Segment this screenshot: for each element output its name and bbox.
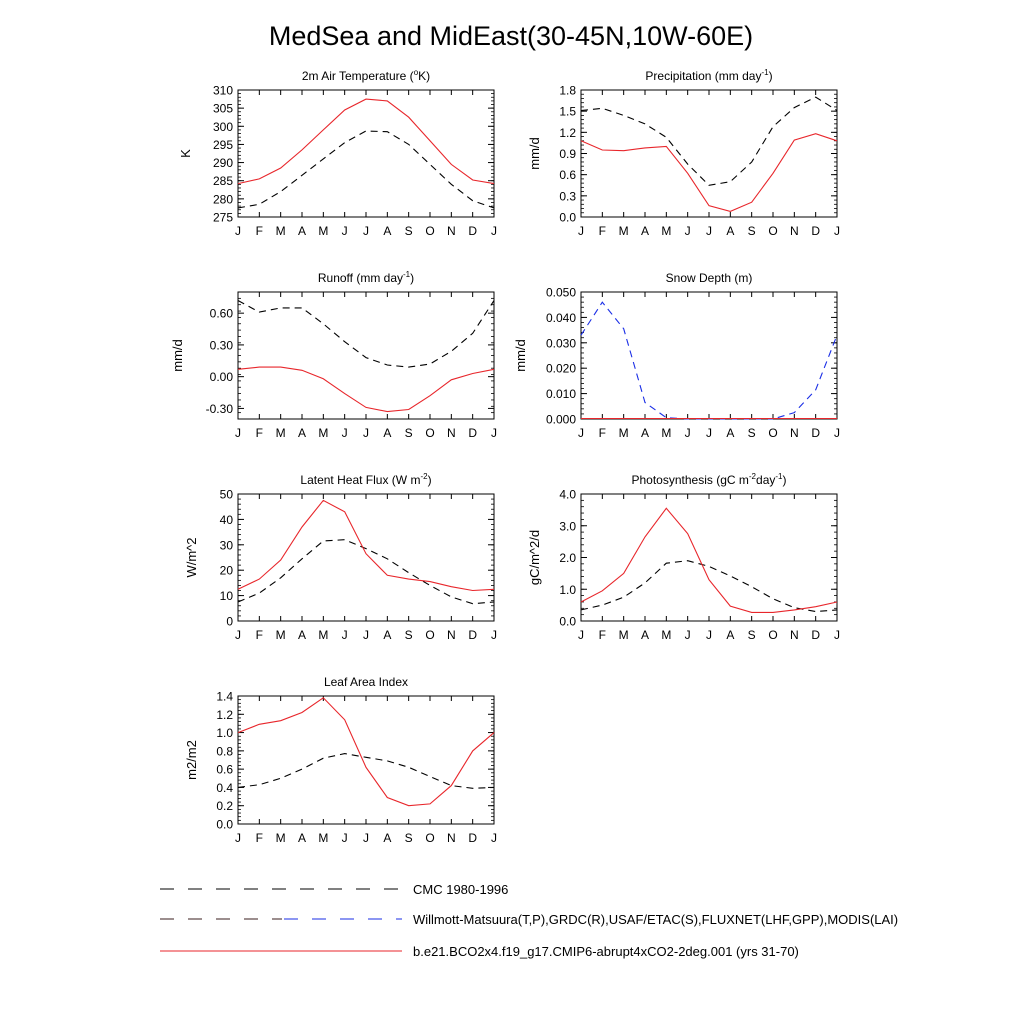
y-tick-label: 0.60 bbox=[209, 306, 233, 321]
y-tick-label: 280 bbox=[212, 192, 233, 207]
x-tick-label: D bbox=[468, 831, 478, 845]
x-tick-label: J bbox=[363, 224, 369, 238]
x-tick-label: J bbox=[684, 426, 691, 440]
x-tick-label: M bbox=[275, 224, 286, 238]
x-tick-label: A bbox=[726, 224, 735, 238]
x-tick-label: D bbox=[811, 426, 821, 440]
x-tick-label: O bbox=[768, 628, 778, 642]
y-tick-label: 0 bbox=[226, 614, 233, 629]
chart-panels bbox=[170, 68, 840, 845]
y-tick-label: 295 bbox=[212, 137, 233, 152]
x-tick-label: J bbox=[491, 426, 497, 440]
x-tick-label: J bbox=[235, 831, 241, 845]
x-tick-label: A bbox=[383, 628, 392, 642]
x-tick-label: A bbox=[297, 426, 307, 440]
plot-frame bbox=[581, 494, 837, 621]
y-tick-label: 0.0 bbox=[559, 210, 576, 225]
y-tick-label: 20 bbox=[219, 563, 233, 578]
x-tick-label: J bbox=[235, 224, 241, 238]
x-tick-label: J bbox=[363, 628, 369, 642]
x-tick-label: N bbox=[789, 628, 799, 642]
panel-title: 2m Air Temperature ($^o$K) bbox=[301, 68, 431, 83]
series-line-model bbox=[238, 500, 494, 590]
panel-title: Snow Depth (m) bbox=[665, 271, 753, 285]
x-tick-label: J bbox=[363, 831, 369, 845]
series-line-cmc bbox=[238, 131, 494, 208]
legend-entry-cmc bbox=[160, 882, 508, 897]
y-tick-label: 0.0 bbox=[559, 614, 576, 629]
y-tick-label: 310 bbox=[212, 83, 233, 98]
series-line-cmc bbox=[581, 97, 837, 185]
x-tick-label: D bbox=[468, 224, 478, 238]
plot-frame bbox=[238, 696, 494, 824]
x-tick-label: F bbox=[598, 224, 607, 238]
y-axis-label: mm/d bbox=[170, 339, 185, 372]
y-tick-label: 0.2 bbox=[216, 799, 233, 814]
y-tick-label: 1.4 bbox=[216, 689, 233, 704]
plot-frame bbox=[581, 90, 837, 217]
x-tick-label: J bbox=[341, 224, 348, 238]
y-tick-label: 4.0 bbox=[559, 487, 576, 502]
plot-frame bbox=[238, 494, 494, 621]
x-tick-label: F bbox=[255, 426, 264, 440]
y-tick-label: 0.050 bbox=[545, 285, 576, 300]
series-line-cmc bbox=[581, 561, 837, 612]
y-tick-label: 1.0 bbox=[559, 582, 576, 597]
x-tick-label: J bbox=[578, 426, 584, 440]
x-tick-label: M bbox=[661, 426, 672, 440]
x-tick-label: A bbox=[726, 426, 735, 440]
y-tick-label: 1.5 bbox=[559, 104, 576, 119]
x-tick-label: A bbox=[383, 831, 392, 845]
x-tick-label: S bbox=[747, 224, 756, 238]
x-tick-label: M bbox=[275, 628, 286, 642]
legend bbox=[160, 882, 898, 959]
y-tick-label: 300 bbox=[212, 119, 233, 134]
x-tick-label: F bbox=[255, 831, 264, 845]
x-tick-label: J bbox=[834, 224, 840, 238]
x-tick-label: F bbox=[255, 224, 264, 238]
x-tick-label: A bbox=[640, 426, 650, 440]
y-tick-label: 0.000 bbox=[545, 412, 576, 427]
x-tick-label: A bbox=[297, 831, 307, 845]
panel-snow bbox=[513, 271, 840, 440]
x-tick-label: D bbox=[468, 426, 478, 440]
series-line-model bbox=[238, 367, 494, 412]
legend-label: Willmott-Matsuura(T,P),GRDC(R),USAF/ETAC(S),FLUXNET(LHF,GPP),MODIS(LAI) bbox=[413, 912, 899, 927]
x-tick-label: J bbox=[684, 628, 691, 642]
legend-entry-model bbox=[160, 944, 799, 959]
y-tick-label: 10 bbox=[219, 589, 233, 604]
y-tick-label: 1.2 bbox=[559, 125, 576, 140]
x-tick-label: A bbox=[726, 628, 735, 642]
x-tick-label: S bbox=[404, 224, 413, 238]
x-tick-label: J bbox=[491, 628, 497, 642]
series-line-snow_obs bbox=[581, 302, 837, 419]
x-tick-label: M bbox=[318, 831, 329, 845]
y-tick-label: 0.0 bbox=[216, 817, 233, 832]
y-tick-label: 3.0 bbox=[559, 519, 576, 534]
panel-title: Leaf Area Index bbox=[323, 675, 409, 689]
x-tick-label: J bbox=[491, 224, 497, 238]
y-tick-label: 0.010 bbox=[545, 387, 576, 402]
y-axis-label: m2/m2 bbox=[184, 740, 199, 780]
x-tick-label: J bbox=[363, 426, 369, 440]
x-tick-label: N bbox=[446, 831, 456, 845]
x-tick-label: S bbox=[747, 426, 756, 440]
series-line-model bbox=[581, 508, 837, 612]
y-tick-label: 0.8 bbox=[216, 744, 233, 759]
panel-title: Precipitation (mm day$^{-1}$) bbox=[645, 68, 773, 83]
y-tick-label: 1.8 bbox=[559, 83, 576, 98]
y-tick-label: 275 bbox=[212, 210, 233, 225]
x-tick-label: D bbox=[811, 628, 821, 642]
x-tick-label: M bbox=[618, 426, 629, 440]
series-line-cmc bbox=[238, 754, 494, 789]
y-tick-label: 0.020 bbox=[545, 361, 576, 376]
x-tick-label: J bbox=[235, 426, 241, 440]
y-tick-label: 2.0 bbox=[559, 551, 576, 565]
x-tick-label: M bbox=[275, 831, 286, 845]
x-tick-label: N bbox=[446, 628, 456, 642]
x-tick-label: D bbox=[811, 224, 821, 238]
y-axis-label: gC/m^2/d bbox=[527, 529, 542, 586]
x-tick-label: M bbox=[275, 426, 286, 440]
x-tick-label: A bbox=[297, 628, 307, 642]
y-tick-label: 1.2 bbox=[216, 707, 233, 722]
x-tick-label: J bbox=[578, 224, 584, 238]
y-tick-label: 1.0 bbox=[216, 726, 233, 741]
x-tick-label: S bbox=[747, 628, 756, 642]
x-tick-label: N bbox=[789, 426, 799, 440]
legend-label: b.e21.BCO2x4.f19_g17.CMIP6-abrupt4xCO2-2deg.001 (yrs 31-70) bbox=[413, 944, 799, 959]
x-tick-label: F bbox=[255, 628, 264, 642]
legend-label: CMC 1980-1996 bbox=[413, 882, 509, 897]
y-tick-label: 0.9 bbox=[559, 147, 576, 161]
y-tick-label: 30 bbox=[219, 538, 233, 553]
y-tick-label: 0.040 bbox=[545, 310, 576, 325]
panel-gpp bbox=[527, 472, 840, 642]
x-tick-label: N bbox=[446, 224, 456, 238]
x-tick-label: J bbox=[491, 831, 497, 845]
y-tick-label: 0.6 bbox=[559, 168, 576, 183]
x-tick-label: J bbox=[834, 426, 840, 440]
panel-title: Runoff (mm day$^{-1}$) bbox=[317, 270, 415, 285]
x-tick-label: J bbox=[706, 426, 712, 440]
y-tick-label: 0.4 bbox=[216, 780, 233, 795]
x-tick-label: S bbox=[404, 426, 413, 440]
x-tick-label: J bbox=[834, 628, 840, 642]
y-axis-label: W/m^2 bbox=[184, 537, 199, 578]
panel-runoff bbox=[170, 270, 497, 440]
x-tick-label: O bbox=[425, 224, 435, 238]
x-tick-label: M bbox=[661, 224, 672, 238]
y-axis-label: mm/d bbox=[513, 339, 528, 372]
x-tick-label: O bbox=[768, 224, 778, 238]
x-tick-label: M bbox=[318, 224, 329, 238]
y-tick-label: 285 bbox=[212, 174, 233, 189]
legend-entry-obs_mixed bbox=[160, 912, 898, 927]
x-tick-label: J bbox=[578, 628, 584, 642]
x-tick-label: A bbox=[383, 426, 392, 440]
x-tick-label: M bbox=[618, 628, 629, 642]
y-tick-label: 0.3 bbox=[559, 189, 576, 204]
panel-precip bbox=[527, 68, 840, 238]
x-tick-label: J bbox=[684, 224, 691, 238]
x-tick-label: S bbox=[404, 831, 413, 845]
panel-tair bbox=[178, 68, 497, 238]
x-tick-label: A bbox=[640, 224, 650, 238]
y-tick-label: 0.6 bbox=[216, 762, 233, 777]
x-tick-label: D bbox=[468, 628, 478, 642]
x-tick-label: O bbox=[425, 831, 435, 845]
y-tick-label: 0.30 bbox=[209, 338, 233, 353]
y-tick-label: 305 bbox=[212, 101, 233, 116]
x-tick-label: M bbox=[618, 224, 629, 238]
y-tick-label: 0.00 bbox=[209, 370, 233, 385]
x-tick-label: A bbox=[640, 628, 650, 642]
figure-title: MedSea and MidEast(30-45N,10W-60E) bbox=[268, 21, 754, 51]
y-tick-label: -0.30 bbox=[205, 401, 233, 416]
plot-frame bbox=[238, 90, 494, 217]
y-axis-label: K bbox=[178, 149, 193, 158]
x-tick-label: M bbox=[661, 628, 672, 642]
series-line-model bbox=[238, 99, 494, 184]
x-tick-label: O bbox=[425, 628, 435, 642]
x-tick-label: J bbox=[341, 426, 348, 440]
series-line-cmc bbox=[238, 540, 494, 604]
y-tick-label: 50 bbox=[219, 487, 233, 502]
x-tick-label: A bbox=[383, 224, 392, 238]
y-tick-label: 290 bbox=[212, 156, 233, 171]
x-tick-label: N bbox=[446, 426, 456, 440]
panel-lai bbox=[184, 675, 497, 845]
x-tick-label: S bbox=[404, 628, 413, 642]
x-tick-label: O bbox=[425, 426, 435, 440]
series-line-model bbox=[581, 134, 837, 212]
plot-frame bbox=[238, 292, 494, 419]
x-tick-label: A bbox=[297, 224, 307, 238]
series-line-cmc bbox=[238, 301, 494, 368]
plot-frame bbox=[581, 292, 837, 419]
panel-title: Photosynthesis (gC $m^{-2}day^{-1}$) bbox=[631, 472, 787, 487]
y-axis-label: mm/d bbox=[527, 137, 542, 170]
x-tick-label: J bbox=[341, 628, 348, 642]
x-tick-label: O bbox=[768, 426, 778, 440]
y-tick-label: 0.030 bbox=[545, 336, 576, 351]
x-tick-label: J bbox=[341, 831, 348, 845]
x-tick-label: N bbox=[789, 224, 799, 238]
y-tick-label: 40 bbox=[219, 512, 233, 527]
panel-lhf bbox=[184, 472, 497, 642]
x-tick-label: F bbox=[598, 628, 607, 642]
x-tick-label: F bbox=[598, 426, 607, 440]
panel-title: Latent Heat Flux (W $m^{-2}$) bbox=[300, 472, 432, 487]
x-tick-label: J bbox=[706, 224, 712, 238]
x-tick-label: J bbox=[706, 628, 712, 642]
series-line-model bbox=[238, 698, 494, 806]
x-tick-label: M bbox=[318, 628, 329, 642]
x-tick-label: J bbox=[235, 628, 241, 642]
x-tick-label: M bbox=[318, 426, 329, 440]
